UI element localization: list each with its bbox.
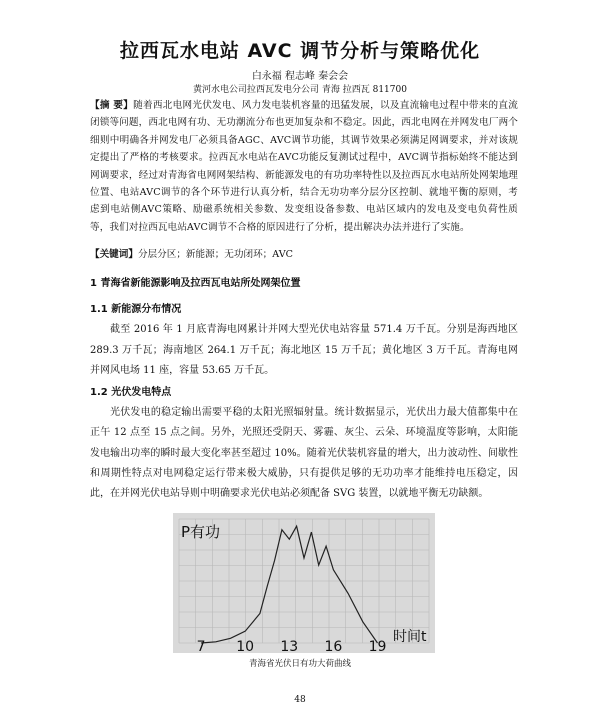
authors: 白永福 程志峰 秦会会 bbox=[251, 71, 349, 82]
x-tick-label: 13 bbox=[280, 639, 299, 653]
abstract-text: 随着西北电网光伏发电、风力发电装机容量的迅猛发展，以及直流输电过程中带来的直流闭锁等问题，西北电网有功、无功潮流分布也更加复杂和不稳定。因此，西北电网在并网发电厂两个细则中明确各并网发电厂必须具备AGC、AVC调节功能，其调节效果必须满足网调要求，并对该规定提出了严格的考核要求。拉西瓦水电站在AVC功能反复测试过程中，AVC调节指标始终不能达到网调要求，经过对青海省电网网架结构、新能源发电的有功功率特性以及拉西瓦水电站所处网架地理位置、电站AVC调节的各个环节进行认真分析，结合无功功率分层分区控制、就地平衡的原则，考虑到电站侧AVC策略、励磁系统相关参数、发变组设备参数、电站区域内的发电及变电负荷性质等，我们对拉西瓦电站AVC调节不合格的原因进行了分析，提出解决办法并进行了实施。 bbox=[90, 100, 519, 233]
pv-active-power-figure bbox=[173, 513, 435, 653]
figure-caption: 青海省光伏日有功大荷曲线 bbox=[248, 659, 351, 669]
section-1-2-heading: 1.2 光伏发电特点 bbox=[90, 387, 172, 398]
affiliation: 黄河水电公司拉西瓦发电分公司 青海 拉西瓦 811700 bbox=[193, 85, 407, 95]
keywords-label: 【关键词】 bbox=[90, 249, 138, 260]
x-tick-label: 16 bbox=[324, 639, 343, 653]
x-tick-label: 7 bbox=[196, 639, 206, 653]
y-axis-label: P有功 bbox=[181, 523, 221, 541]
keywords-text: 分层分区；新能源；无功闭环；AVC bbox=[137, 249, 293, 260]
keywords bbox=[90, 246, 518, 263]
x-tick-label: 10 bbox=[236, 639, 255, 653]
x-tick-label: 19 bbox=[368, 639, 387, 653]
page-number: 48 bbox=[294, 695, 306, 705]
paper-title: 拉西瓦水电站 AVC 调节分析与策略优化 bbox=[119, 40, 481, 62]
pv-active-power-chart bbox=[173, 513, 435, 653]
section-1-1-paragraph: 截至 2016 年 1 月底青海电网累计并网大型光伏电站容量 571.4 万千瓦。分别是海西地区 289.3 万千瓦；海南地区 264.1 万千瓦；海北地区 15 万千瓦；黄化地区 3 万千瓦。青海电网并网风电场 11 座，容量 53.65 万千瓦。 bbox=[90, 324, 518, 376]
section-1-heading: 1 青海省新能源影响及拉西瓦电站所处网架位置 bbox=[90, 278, 301, 289]
section-1-2-paragraph: 光伏发电的稳定输出需要平稳的太阳光照辐射量。统计数据显示，光伏出力最大值都集中在正午 12 点至 15 点之间。另外，光照还受阴天、雾霾、灰尘、云朵、环境温度等影响，太阳能发电输出功率的瞬时最大变化率甚至超过 10%。随着光伏装机容量的增大，出力波动性、间歇性和周期性特点对电网稳定运行带来极大威胁，只有提供足够的无功功率才能维持电压稳定，因此，在并网光伏电站导则中明确要求光伏电站必须配备 SVG 装置，以就地平衡无功缺额。 bbox=[90, 407, 518, 500]
section-1-1-heading: 1.1 新能源分布情况 bbox=[90, 304, 182, 315]
x-axis-label: 时间t bbox=[393, 629, 427, 645]
abstract-label: 【摘 要】 bbox=[90, 100, 134, 111]
abstract bbox=[90, 97, 518, 236]
